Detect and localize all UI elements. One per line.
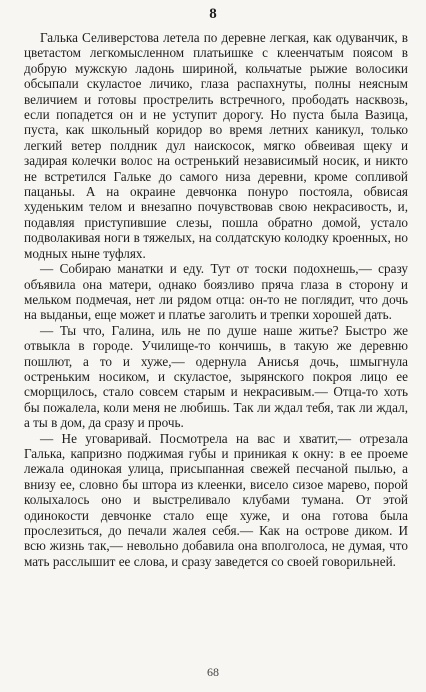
paragraph: — Ты что, Галина, иль не по душе наше житье? Быстро же отвыкла в городе. Училище-то кончишь, в такую же деревню пошлют, а то и хуже,— одернула Анисья дочь, шмыгнула остреньким носиком, и скуластое, зырянского покроя лицо ее сморщилось, стало совсем старым и некрасивым.— Отца-то хоть бы пожалела, коли меня не любишь. Так ли ждал тебя, так ли ждал, а ты в дом, да сразу и прочь. — [24, 322, 408, 431]
paragraph: — Собираю манатки и еду. Тут от тоски подохнешь,— сразу объявила она матери, однако боязливо пряча глаза в сторону и мельком подмечая, нет ли рядом отца: он-то не поглядит, что дочь на выданьи, еще может и платье заголить и трепки хорошей дать. — [24, 261, 408, 323]
body-text — [24, 30, 408, 569]
page-number: 68 — [207, 665, 219, 679]
chapter-number: 8 — [209, 6, 217, 22]
paragraph: Галька Селиверстова летела по деревне легкая, как одуванчик, в цветастом легкомысленном платьишке с клеенчатым поясом в добрую мужскую ладонь шириной, кольчатые рыжие волосики обсыпали скуластое личико, глаза распахнуты, полны неясным величием и готовы прострелить встречного, прободать насквозь, если попадется он и не уступит дорогу. Но пуста была Вазица, пуста, как школьный коридор во время летних каникул, только легкий ветер полдник дул наискосок, мягко обвеивая щеку и задирая колечки волос на остренький независимый носик, и никто не встретился Гальке до самого низа деревни, кроме сопливой пацаньы. А на окраине девчонка понуро постояла, обвисая худеньким телом и внезапно почувствовав свою некрасивость, и, подавляя приступившие слезы, пошла обратно домой, устало подволакивая ноги в тяжелых, на солдатскую колодку кроенных, но модных ныне туфлях. — [24, 30, 408, 261]
paragraph: — Не уговаривай. Посмотрела на вас и хватит,— отрезала Галька, капризно поджимая губы и приникая к окну: в ее проеме лежала одинокая улица, присыпанная свежей песчаной пылью, а внизу ее, словно бы штора из клеенки, висело сизое марево, порой колыхалось оно и выстреливало клубами тумана. От этой одинокости девчонке стало еще хуже, и она готова была прослезиться, до печали жалея себя.— Как на острове диком. И всю жизнь так,— невольно добавила она вполголоса, не думая, что мать расслышит ее слова, и сразу заведется со своей говорильней. — [24, 430, 408, 569]
